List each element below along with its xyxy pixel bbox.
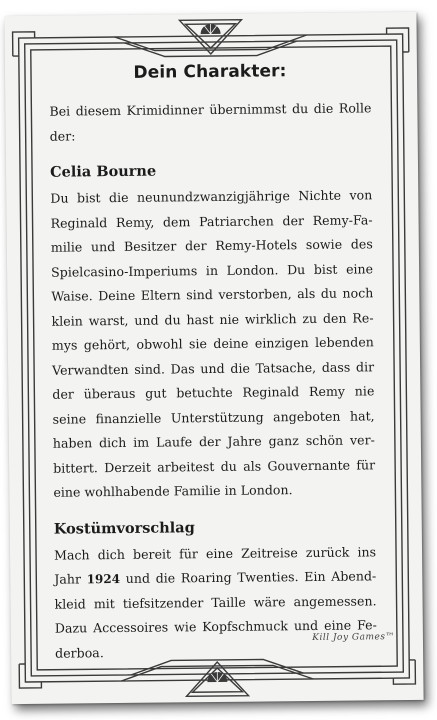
costume-text-start: Mach dich bereit für eine Zeitreise zurück ins Jahr xyxy=(53,543,377,587)
costume-text xyxy=(54,540,377,666)
card-content xyxy=(49,60,377,679)
character-card xyxy=(4,12,423,704)
character-section xyxy=(50,159,376,505)
intro-text: Bei diesem Krimidinner übernimmst du die Rolle der: xyxy=(49,100,372,144)
costume-section xyxy=(54,516,378,666)
brand-logo: Kill Joy Games™ xyxy=(312,632,395,643)
costume-year: 1924 xyxy=(86,571,121,587)
character-name: Celia Bourne xyxy=(49,162,157,181)
costume-heading: Kostümvorschlag xyxy=(53,518,195,538)
costume-text-end: und die Roaring Twenties. Ein Abendkleid mit tiefsitzender Taille wäre angemessen. Dazu Accessoires wie Kopfschmuck und eine Federboa. xyxy=(54,568,377,661)
card-title: Dein Charakter: xyxy=(133,61,287,83)
character-description: Du bist die neunundzwanzigjährige Nichte von Reginald Remy, dem Patriarchen der Remy-Familie und Besitzer der Remy-Hotels sowie des Spielcasino-Imperiums in London. Du bist eine Waise. Deine Eltern sind verstorben, als du noch klein warst, und du hast nie wirklich zu den Remys gehört, obwohl sie deine einzigen lebenden Verwandten sind. Das und die Tatsache, dass dir der überaus gut betuchte Reginald Remy nie seine finanzielle Unterstützung angeboten hat, haben dich im Laufe der Jahre ganz schön verbittert. Derzeit arbeitest du als Gouvernante für eine wohlhabende Familie in London. xyxy=(50,187,376,500)
